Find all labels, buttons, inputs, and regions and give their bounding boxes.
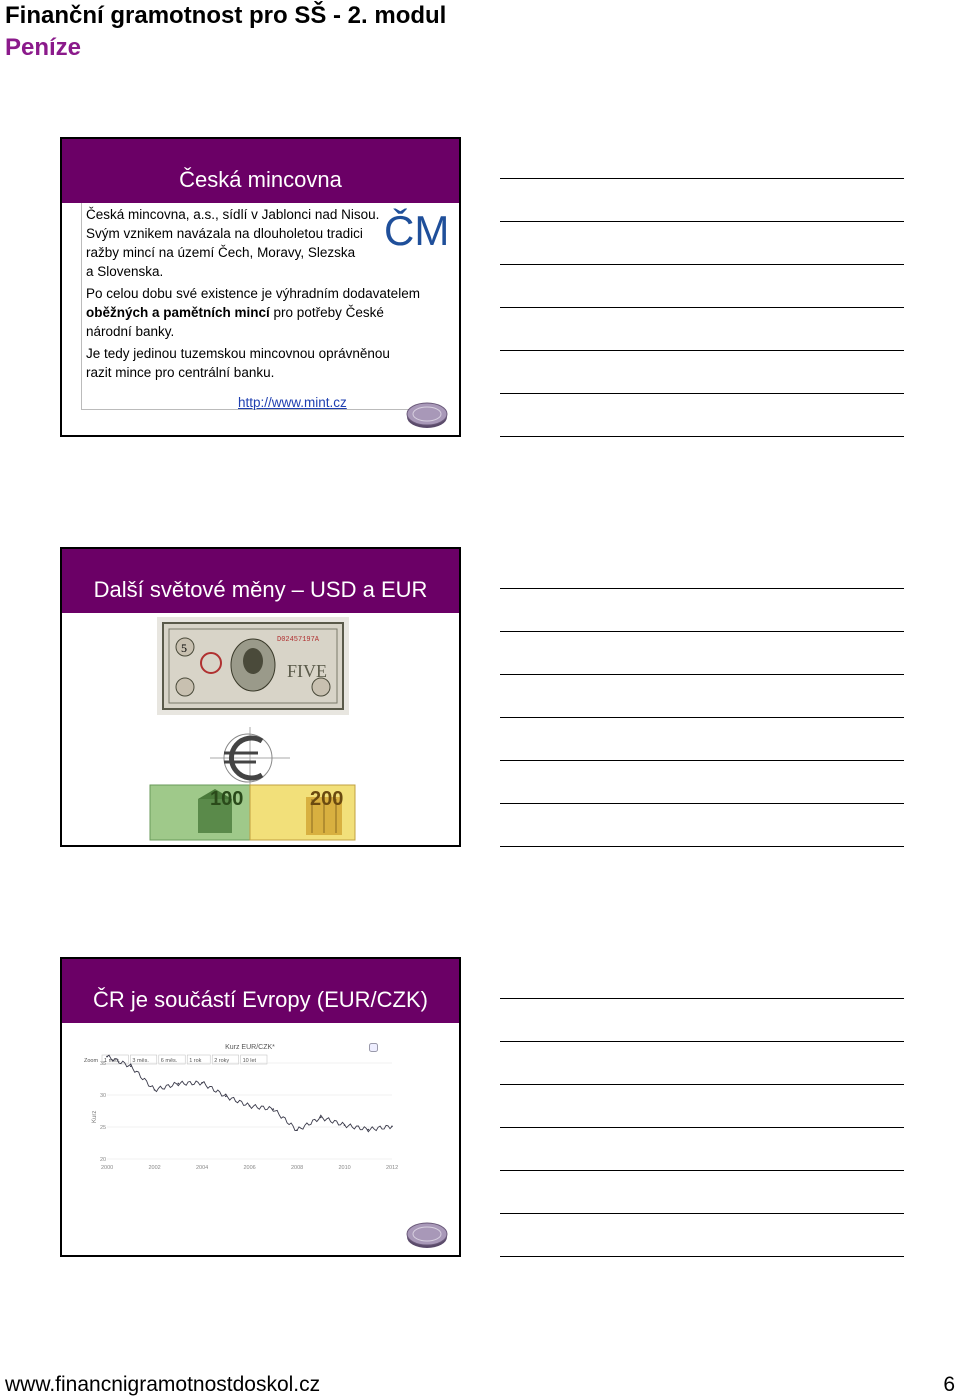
note-line (500, 803, 904, 804)
chart-data-point (320, 1117, 322, 1119)
euro-symbol-drawing (210, 727, 290, 789)
note-line (500, 393, 904, 394)
note-line (500, 1084, 904, 1085)
logo-text: ČM (384, 207, 450, 254)
chart-y-tick-label: 25 (100, 1125, 107, 1131)
note-line (500, 264, 904, 265)
chart-data-point (272, 1108, 274, 1110)
usd-serial: D02457197A (277, 636, 320, 644)
chart-y-tick-label: 20 (100, 1157, 107, 1163)
zoom-button-label[interactable]: 1 měs. (104, 1058, 121, 1064)
chart-data-point (177, 1083, 179, 1085)
chart-data-point (106, 1056, 108, 1058)
slide-3-title-text: ČR je součástí Evropy (EUR/CZK) (93, 987, 428, 1012)
note-line (500, 307, 904, 308)
note-line (500, 998, 904, 999)
chart-y-tick-label: 35 (100, 1061, 107, 1067)
s1-line-2: Svým vznikem navázala na dlouholetou tradici (86, 226, 363, 241)
page-header-subtitle: Peníze (5, 34, 82, 61)
note-line (500, 588, 904, 589)
s1-p2-rest: pro potřeby České (269, 305, 384, 320)
usd-banknote-image (157, 617, 349, 715)
zoom-button-label[interactable]: 10 let (242, 1058, 257, 1064)
slide-2 (60, 547, 461, 847)
chart-export-icon[interactable] (370, 1044, 378, 1052)
chart-y-label: Kurz (92, 1110, 98, 1123)
zoom-button-label[interactable]: 2 roky (214, 1058, 230, 1064)
chart-x-tick-label: 2000 (101, 1165, 114, 1171)
slide-2-title-text: Další světové měny – USD a EUR (93, 577, 428, 602)
chart-title: Kurz EUR/CZK* (225, 1044, 275, 1051)
chart-data-point (391, 1126, 393, 1128)
chart-x-tick-label: 2012 (386, 1165, 399, 1171)
chart-data-point (367, 1129, 369, 1131)
slide-3-title (62, 959, 459, 1023)
chart-x-tick-label: 2002 (148, 1165, 161, 1171)
page-header-title: Finanční gramotnost pro SŠ - 2. modul (5, 2, 447, 29)
zoom-button-label[interactable]: 3 měs. (132, 1058, 149, 1064)
chart-x-tick-label: 2004 (196, 1165, 209, 1171)
note-line (500, 760, 904, 761)
s1-p2-line-3: národní banky. (86, 324, 175, 339)
note-line (500, 846, 904, 847)
chart-x-tick-label: 2006 (243, 1165, 256, 1171)
euro-200-banknote-image (250, 785, 355, 840)
note-line (500, 1170, 904, 1171)
chart-data-point (225, 1095, 227, 1097)
usd-numeral-top: 5 (181, 641, 187, 655)
s1-p3-line-1: Je tedy jedinou tuzemskou mincovnou oprávněnou (86, 346, 390, 361)
slide-3 (60, 957, 461, 1257)
s1-p2-line-2 (82, 303, 442, 322)
note-line (500, 1041, 904, 1042)
s1-line-3: ražby mincí na území Čech, Moravy, Slezska (86, 245, 356, 260)
chart-x-tick-label: 2010 (338, 1165, 351, 1171)
note-line (500, 674, 904, 675)
chart-data-point (249, 1105, 251, 1107)
note-line (500, 1127, 904, 1128)
s1-line-4: a Slovenska. (86, 264, 164, 279)
slide-1-title (62, 139, 459, 203)
s1-p3-line-2: razit mince pro centrální banku. (86, 365, 275, 380)
note-line (500, 178, 904, 179)
note-line (500, 1256, 904, 1257)
s1-p2-line-1: Po celou dobu své existence je výhradním dodavatelem (86, 286, 420, 301)
note-line (500, 350, 904, 351)
zoom-button-label[interactable]: 6 měs. (160, 1058, 178, 1064)
note-line (500, 436, 904, 437)
chart-data-point (130, 1065, 132, 1067)
slide-2-title (62, 549, 459, 613)
chart-data-point (201, 1082, 203, 1084)
note-line (500, 717, 904, 718)
slide-1 (60, 137, 461, 437)
zoom-label: Zoom (84, 1058, 99, 1064)
note-line (500, 221, 904, 222)
note-line (500, 631, 904, 632)
slide-1-title-text: Česká mincovna (179, 167, 342, 192)
chart-y-tick-label: 30 (100, 1093, 107, 1099)
zoom-button-label[interactable]: 1 rok (189, 1058, 202, 1064)
chart-data-point (296, 1129, 298, 1131)
footer-url: www.financnigramotnostdoskol.cz (5, 1373, 321, 1396)
eur-czk-chart (82, 1039, 412, 1189)
coin-icon-2 (406, 1221, 448, 1249)
chart-data-point (344, 1124, 346, 1126)
mint-link[interactable]: http://www.mint.cz (238, 395, 347, 410)
s1-line-1: Česká mincovna, a.s., sídlí v Jablonci nad Nisou. (86, 207, 380, 222)
s1-p2-bold: oběžných a pamětních mincí (86, 305, 270, 320)
euro-100-banknote-image (150, 785, 250, 840)
chart-series-line (107, 1055, 392, 1132)
ceska-mincovna-logo-icon (384, 207, 450, 254)
coin-icon (406, 401, 448, 429)
usd-five-text: FIVE (287, 661, 327, 681)
chart-data-point (154, 1089, 156, 1091)
euro-200-value: 200 (310, 788, 344, 810)
chart-x-tick-label: 2008 (291, 1165, 304, 1171)
footer-page-number: 6 (943, 1373, 955, 1396)
euro-100-value: 100 (210, 788, 244, 810)
note-line (500, 1213, 904, 1214)
